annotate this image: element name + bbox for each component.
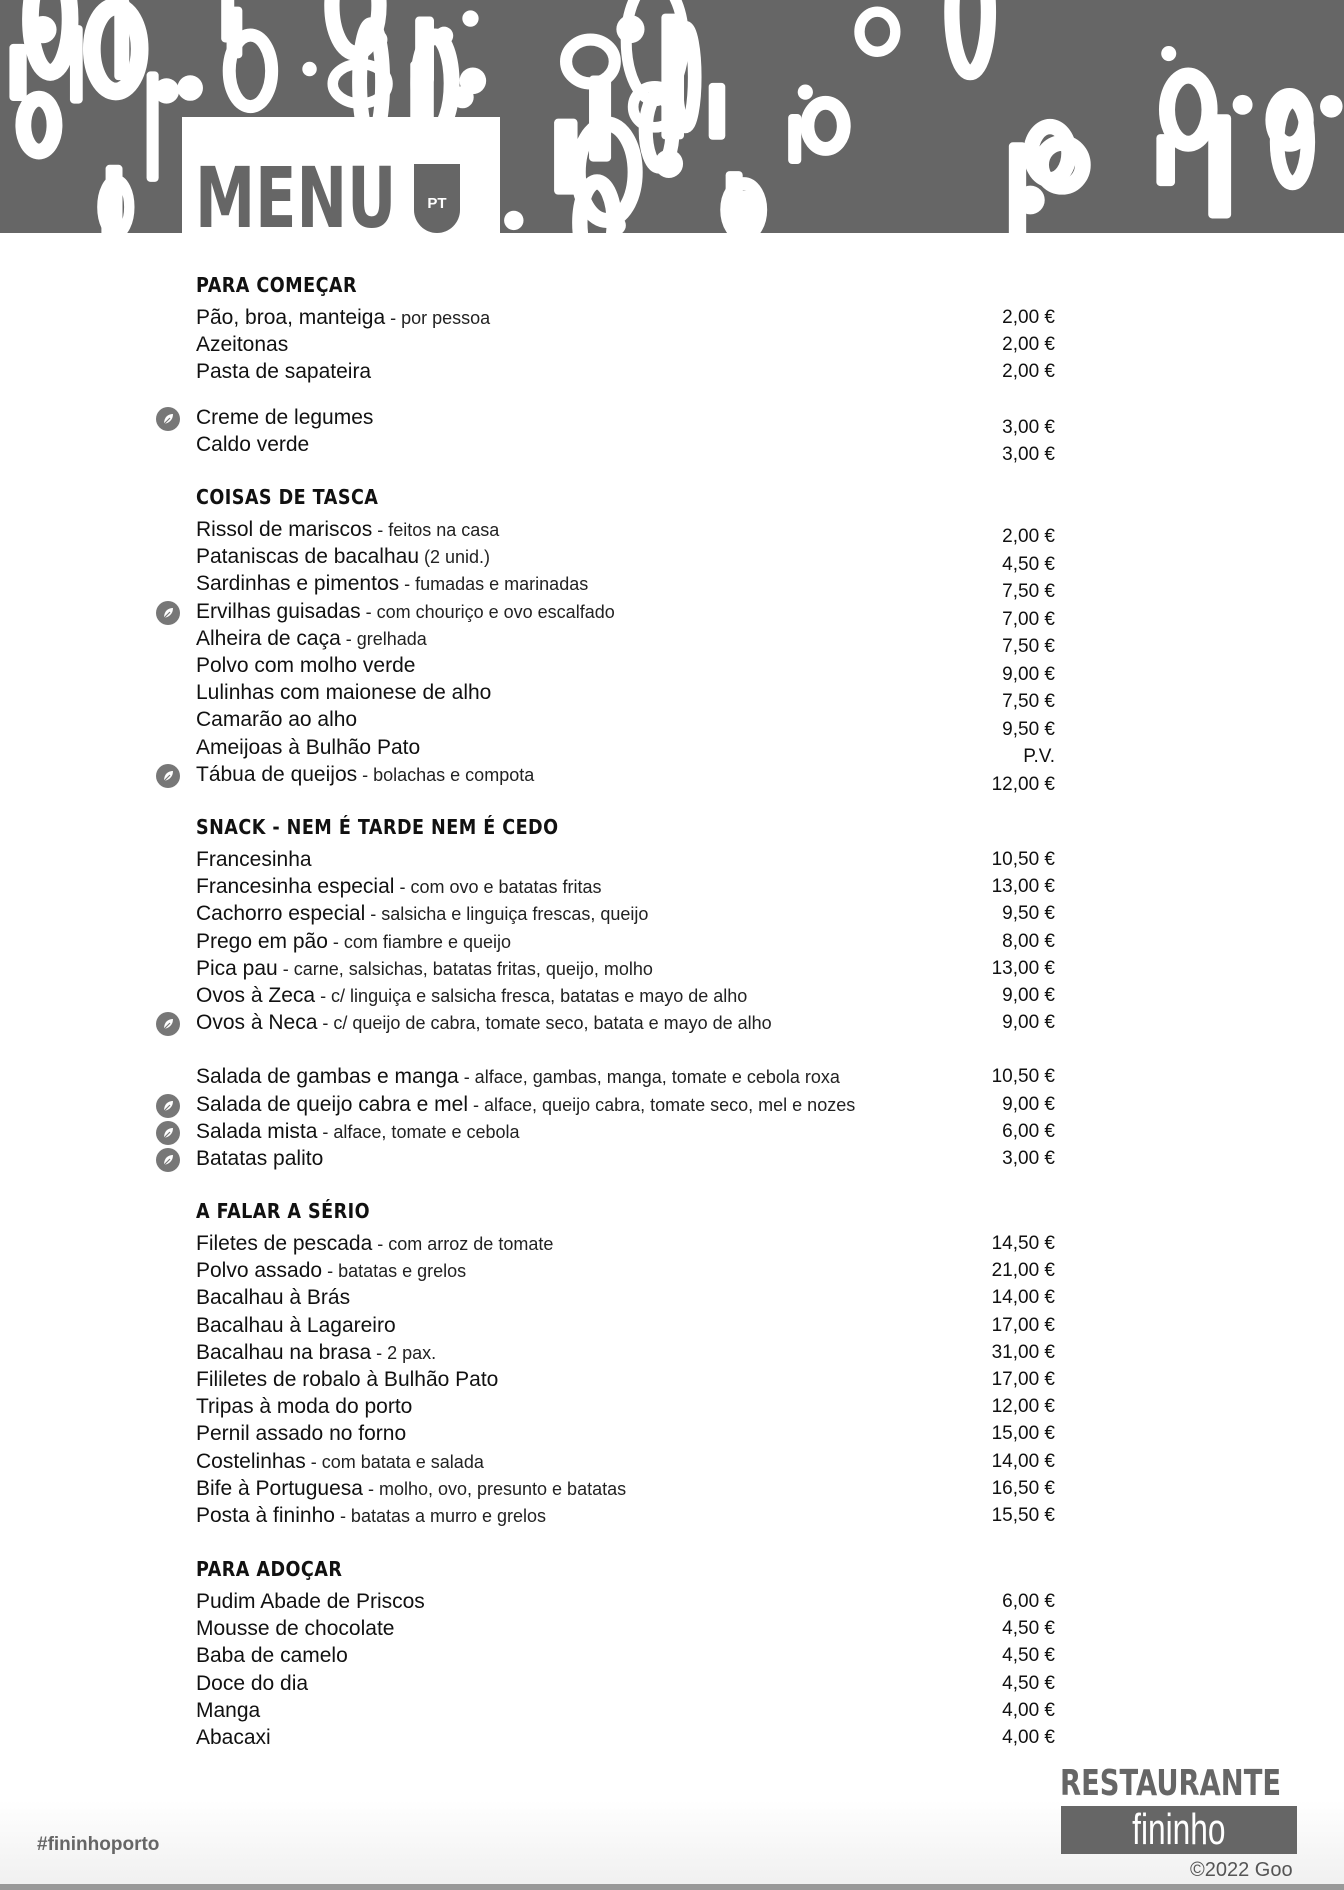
item-description: - batatas a murro e grelos — [334, 1506, 547, 1526]
item-name: Posta à fininho — [196, 1504, 335, 1527]
item-name-line — [196, 518, 499, 542]
item-description: - molho, ovo, presunto e batatas — [362, 1478, 627, 1499]
item-name: Filetes de pescada — [196, 1232, 373, 1255]
pattern-glyph — [1320, 95, 1343, 118]
pattern-glyph — [29, 16, 56, 43]
item-description: - feitos na casa — [372, 520, 500, 540]
pattern-glyph — [709, 83, 726, 140]
item-price: 9,50 € — [1002, 718, 1055, 740]
item-name: Pasta de sapateira — [196, 360, 372, 384]
item-name-line — [196, 1120, 520, 1144]
item-name: Costelinhas — [196, 1449, 306, 1473]
item-name-line — [196, 1422, 406, 1446]
logo-restaurante: RESTAURANTE — [1060, 1763, 1282, 1804]
item-price: 16,50 € — [991, 1477, 1055, 1499]
item-name: Ovos à Zeca — [196, 984, 316, 1007]
item-price: 15,50 € — [991, 1505, 1055, 1526]
item-name: Alheira de caça — [196, 626, 341, 650]
item-price: 9,00 € — [1002, 663, 1055, 685]
pattern-glyph — [1208, 114, 1231, 218]
item-name-line — [196, 1147, 323, 1171]
item-price: 10,50 € — [991, 1066, 1055, 1088]
item-price: 7,50 € — [1002, 581, 1055, 602]
pattern-glyph — [655, 150, 683, 178]
item-price: 2,00 € — [1002, 526, 1055, 547]
item-description: - grelhada — [340, 628, 427, 649]
item-name: Bacalhau à Brás — [196, 1286, 351, 1310]
item-name: Creme de legumes — [196, 405, 374, 429]
pattern-glyph — [788, 114, 801, 164]
section-heading: PARA COMEÇAR — [196, 273, 357, 297]
item-name: Francesinha — [196, 848, 312, 871]
item-name-line — [196, 1617, 394, 1641]
item-name-line — [196, 763, 534, 787]
pattern-glyph — [70, 25, 83, 103]
item-name-line — [196, 1011, 772, 1035]
item-name-line — [196, 1672, 308, 1696]
language-badge: PT — [414, 164, 460, 233]
item-name: Doce do dia — [196, 1671, 309, 1695]
item-description: - batatas e grelos — [322, 1261, 467, 1282]
item-name-line — [196, 875, 602, 899]
item-description: - com arroz de tomate — [372, 1234, 554, 1254]
item-name: Salada de gambas e manga — [196, 1065, 459, 1089]
item-price: 7,00 € — [1002, 608, 1055, 630]
item-name: Cachorro especial — [196, 902, 366, 926]
item-description: - com fiambre e queijo — [327, 931, 511, 952]
pattern-glyph — [177, 75, 203, 101]
item-price: 17,00 € — [991, 1314, 1055, 1336]
section-heading: SNACK - NEM É TARDE NEM É CEDO — [196, 815, 559, 839]
item-name: Lulinhas com maionese de alho — [196, 681, 492, 705]
section-heading: COISAS DE TASCA — [196, 485, 379, 509]
item-name-line — [196, 406, 373, 430]
page-title: MENU — [195, 149, 397, 233]
pattern-glyph — [1161, 46, 1176, 61]
item-description: - alface, queijo cabra, tomate seco, mel e nozes — [468, 1094, 856, 1115]
item-description: - 2 pax. — [371, 1342, 437, 1363]
pattern-glyph — [952, 0, 989, 73]
item-price: 3,00 € — [1002, 443, 1055, 465]
item-price: 4,50 € — [1002, 1672, 1055, 1694]
item-name: Polvo assado — [196, 1259, 323, 1283]
item-name-line — [196, 654, 415, 678]
item-name-line — [196, 1093, 855, 1117]
item-name-line — [196, 1644, 348, 1668]
item-price: P.V. — [1023, 746, 1055, 767]
pattern-glyph — [302, 62, 316, 76]
item-description: - com ovo e batatas fritas — [394, 877, 602, 898]
item-description: - alface, tomate e cebola — [317, 1121, 520, 1142]
item-price: 14,00 € — [991, 1287, 1055, 1309]
item-description: - por pessoa — [385, 308, 491, 328]
item-description: (2 unid.) — [419, 547, 491, 568]
item-name: Caldo verde — [196, 432, 310, 456]
item-price: 8,00 € — [1002, 930, 1055, 952]
vegetarian-leaf-icon — [156, 601, 180, 625]
menu-item — [0, 1504, 1344, 1544]
item-price: 9,00 € — [1002, 1012, 1055, 1034]
item-name: Rissol de mariscos — [196, 518, 373, 541]
item-name-line — [196, 600, 615, 624]
pattern-glyph — [154, 78, 179, 103]
item-name-line — [196, 627, 427, 651]
item-name-line — [196, 736, 420, 760]
item-price: 9,00 € — [1002, 985, 1055, 1006]
item-name: Polvo com molho verde — [196, 654, 416, 677]
section-heading: PARA ADOÇAR — [196, 1557, 343, 1581]
item-description: - c/ linguiça e salsicha fresca, batatas e mayo de alho — [315, 986, 748, 1006]
item-name-line — [196, 1726, 271, 1750]
menu-item — [0, 1011, 1344, 1051]
item-name: Manga — [196, 1698, 261, 1722]
item-name-line — [196, 306, 490, 330]
item-description: - com batata e salada — [305, 1451, 484, 1472]
item-name: Ovos à Neca — [196, 1011, 318, 1035]
item-price: 4,50 € — [1002, 1618, 1055, 1640]
vegetarian-leaf-icon — [156, 1012, 180, 1036]
item-price: 2,00 € — [1002, 307, 1055, 328]
item-name-line — [196, 360, 371, 384]
pattern-glyph — [859, 12, 895, 52]
item-name-line — [196, 572, 588, 596]
item-price: 17,00 € — [991, 1369, 1055, 1390]
item-name: Bacalhau à Lagareiro — [196, 1313, 396, 1337]
item-price: 7,50 € — [1002, 691, 1055, 712]
item-name-line — [196, 333, 288, 357]
section-heading: A FALAR A SÉRIO — [196, 1199, 371, 1223]
item-description: - carne, salsichas, batatas fritas, queijo, molho — [277, 958, 653, 979]
item-price: 15,00 € — [991, 1423, 1055, 1445]
item-price: 6,00 € — [1002, 1591, 1055, 1612]
item-price: 4,00 € — [1002, 1727, 1055, 1748]
item-name-line — [196, 1504, 546, 1528]
item-name: Pernil assado no forno — [196, 1422, 407, 1446]
item-name: Tripas à moda do porto — [196, 1395, 413, 1419]
logo-fininho — [1061, 1806, 1297, 1854]
item-name: Sardinhas e pimentos — [196, 572, 400, 596]
item-name-line — [196, 930, 511, 954]
item-description: - bolachas e compota — [357, 764, 535, 785]
item-name: Baba de camelo — [196, 1644, 348, 1668]
pattern-glyph — [1009, 142, 1026, 233]
item-name-line — [196, 1699, 260, 1723]
pattern-glyph — [798, 85, 813, 100]
pattern-glyph — [504, 211, 523, 230]
item-name: Pataniscas de bacalhau — [196, 545, 419, 569]
item-name-line — [196, 545, 490, 569]
menu-item — [0, 762, 1344, 803]
item-price: 21,00 € — [991, 1260, 1055, 1282]
vegetarian-leaf-icon — [156, 407, 180, 431]
item-price: 4,50 € — [1002, 1645, 1055, 1667]
item-price: 13,00 € — [991, 876, 1055, 898]
item-name: Tábua de queijos — [196, 762, 358, 786]
item-name-line — [196, 984, 747, 1008]
vegetarian-leaf-icon — [156, 1094, 180, 1118]
item-name: Salada de queijo cabra e mel — [196, 1092, 469, 1116]
pattern-glyph — [616, 15, 644, 43]
item-name-line — [196, 1232, 553, 1256]
item-name-line — [196, 1590, 425, 1614]
item-name: Camarão ao alho — [196, 708, 358, 732]
item-name-line — [196, 1065, 840, 1089]
item-name: Prego em pão — [196, 929, 328, 953]
item-price: 4,00 € — [1002, 1699, 1055, 1721]
pattern-glyph — [1167, 76, 1210, 144]
item-name-line — [196, 1450, 484, 1474]
item-name: Fililetes de robalo à Bulhão Pato — [196, 1368, 499, 1391]
item-price: 10,50 € — [991, 849, 1055, 870]
copyright: ©2022 Goo — [1190, 1859, 1293, 1881]
item-description: - fumadas e marinadas — [399, 574, 589, 595]
item-name: Batatas palito — [196, 1147, 324, 1170]
item-name-line — [196, 957, 653, 981]
item-name-line — [196, 433, 309, 457]
item-name-line — [196, 1395, 412, 1419]
menu-item — [0, 360, 1344, 400]
item-name-line — [196, 1314, 396, 1338]
item-name: Bife à Portuguesa — [196, 1476, 363, 1500]
item-name: Salada mista — [196, 1119, 318, 1143]
item-name: Azeitonas — [196, 333, 289, 357]
item-name: Mousse de chocolate — [196, 1617, 395, 1641]
item-name-line — [196, 1368, 498, 1392]
item-name: Francesinha especial — [196, 875, 395, 899]
item-description: - salsicha e linguiça frescas, queijo — [365, 904, 649, 925]
item-name-line — [196, 1259, 466, 1283]
logo-fininho-text: fininho — [1132, 1806, 1226, 1854]
item-price: 31,00 € — [991, 1341, 1055, 1363]
pattern-glyph — [1156, 134, 1175, 186]
item-price: 14,50 € — [991, 1233, 1055, 1254]
item-price: 2,00 € — [1002, 361, 1055, 383]
vegetarian-leaf-icon — [156, 1148, 180, 1172]
menu-item — [0, 432, 1344, 473]
item-name-line — [196, 1477, 626, 1501]
pattern-glyph — [23, 99, 54, 152]
header-banner — [0, 0, 1344, 233]
item-name-line — [196, 1341, 436, 1365]
pattern-glyph — [462, 10, 478, 26]
item-name: Pudim Abade de Priscos — [196, 1590, 425, 1613]
vegetarian-leaf-icon — [156, 764, 180, 788]
menu-item — [0, 1147, 1344, 1187]
menu-item — [0, 1726, 1344, 1766]
item-description: - alface, gambas, manga, tomate e cebola roxa — [458, 1067, 840, 1088]
item-name: Abacaxi — [196, 1726, 271, 1749]
item-price: 9,00 € — [1002, 1093, 1055, 1115]
item-price: 6,00 € — [1002, 1120, 1055, 1142]
item-name: Bacalhau na brasa — [196, 1340, 372, 1364]
item-price: 7,50 € — [1002, 636, 1055, 657]
item-price: 13,00 € — [991, 957, 1055, 979]
pattern-glyph — [807, 103, 843, 149]
item-name-line — [196, 902, 648, 926]
item-name: Ameijoas à Bulhão Pato — [196, 735, 421, 759]
pattern-glyph — [9, 44, 26, 101]
vegetarian-leaf-icon — [156, 1121, 180, 1145]
bottom-bar — [0, 1884, 1344, 1890]
item-price: 12,00 € — [991, 773, 1055, 795]
item-name: Ervilhas guisadas — [196, 599, 361, 623]
item-name-line — [196, 681, 491, 705]
item-price: 4,50 € — [1002, 553, 1055, 575]
pattern-glyph — [227, 7, 243, 59]
item-price: 12,00 € — [991, 1396, 1055, 1418]
item-description: - com chouriço e ovo escalfado — [360, 601, 615, 622]
item-description: - c/ queijo de cabra, tomate seco, batata e mayo de alho — [317, 1013, 772, 1034]
item-price: 3,00 € — [1002, 416, 1055, 438]
item-price: 9,50 € — [1002, 903, 1055, 925]
pattern-glyph — [459, 67, 486, 94]
item-name-line — [196, 708, 357, 732]
item-name-line — [196, 1286, 350, 1310]
pattern-glyph — [1233, 95, 1253, 115]
item-name: Pão, broa, manteiga — [196, 306, 386, 329]
hashtag: #fininhoporto — [37, 1834, 160, 1855]
item-name-line — [196, 848, 312, 872]
item-name: Pica pau — [196, 956, 278, 980]
item-price: 2,00 € — [1002, 334, 1055, 356]
item-price: 3,00 € — [1002, 1148, 1055, 1169]
item-price: 14,00 € — [991, 1450, 1055, 1472]
